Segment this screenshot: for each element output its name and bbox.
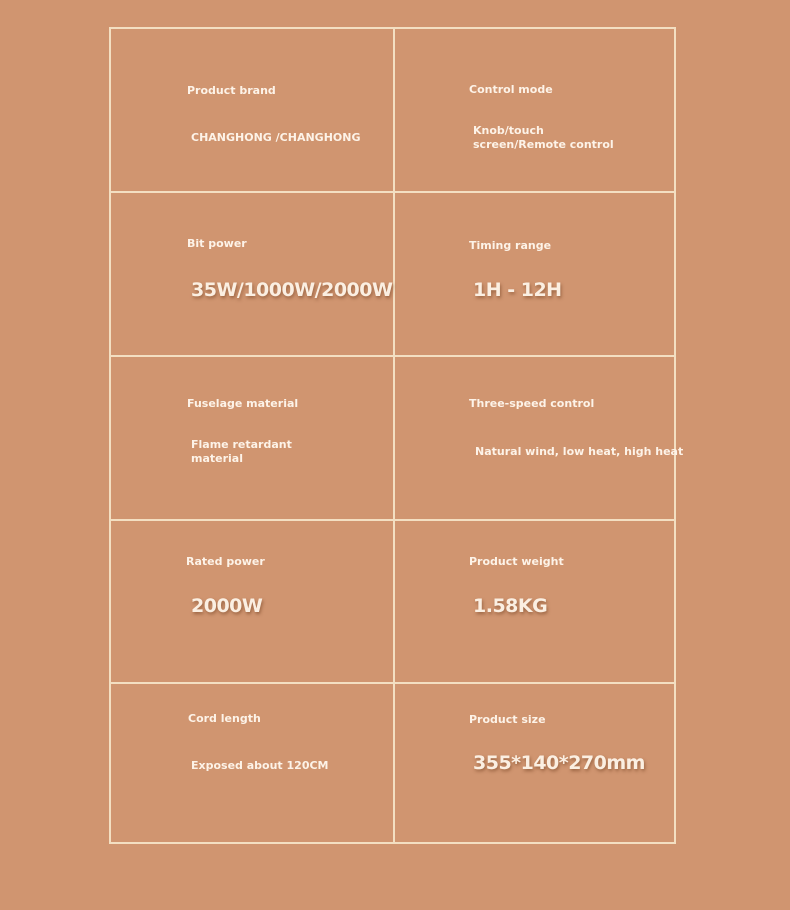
- spec-value: CHANGHONG /CHANGHONG: [191, 131, 361, 144]
- spec-cell-control-mode: [395, 29, 676, 193]
- spec-label: Product size: [469, 713, 546, 726]
- spec-value: 1H - 12H: [473, 279, 562, 301]
- spec-cell-three-speed-control: [395, 357, 684, 521]
- spec-label: Product weight: [469, 555, 564, 568]
- spec-value: 35W/1000W/2000W: [191, 279, 393, 301]
- spec-value: 2000W: [191, 595, 263, 617]
- spec-cell-cord-length: [111, 684, 395, 844]
- spec-label: Fuselage material: [187, 397, 299, 410]
- spec-cell-product-size: [395, 684, 676, 844]
- spec-label: Product brand: [187, 84, 276, 97]
- spec-label: Timing range: [469, 239, 552, 252]
- spec-value: 355*140*270mm: [473, 752, 645, 774]
- spec-value: Knob/touch screen/Remote control: [473, 124, 614, 151]
- spec-value: Natural wind, low heat, high heat: [475, 445, 684, 458]
- spec-cell-product-weight: [395, 521, 676, 684]
- spec-label: Cord length: [188, 712, 261, 725]
- spec-label: Bit power: [187, 237, 247, 250]
- spec-cell-timing-range: [395, 193, 676, 357]
- spec-cell-product-brand: [111, 29, 395, 193]
- spec-label: Rated power: [186, 555, 265, 568]
- spec-label: Control mode: [469, 83, 553, 96]
- spec-value: 1.58KG: [473, 595, 548, 617]
- spec-value: Flame retardant material: [191, 438, 292, 465]
- spec-cell-fuselage-material: [111, 357, 395, 521]
- spec-cell-rated-power: [111, 521, 395, 684]
- spec-label: Three-speed control: [469, 397, 595, 410]
- spec-cell-bit-power: [111, 193, 395, 357]
- spec-table: [109, 27, 684, 844]
- spec-value: Exposed about 120CM: [191, 759, 329, 772]
